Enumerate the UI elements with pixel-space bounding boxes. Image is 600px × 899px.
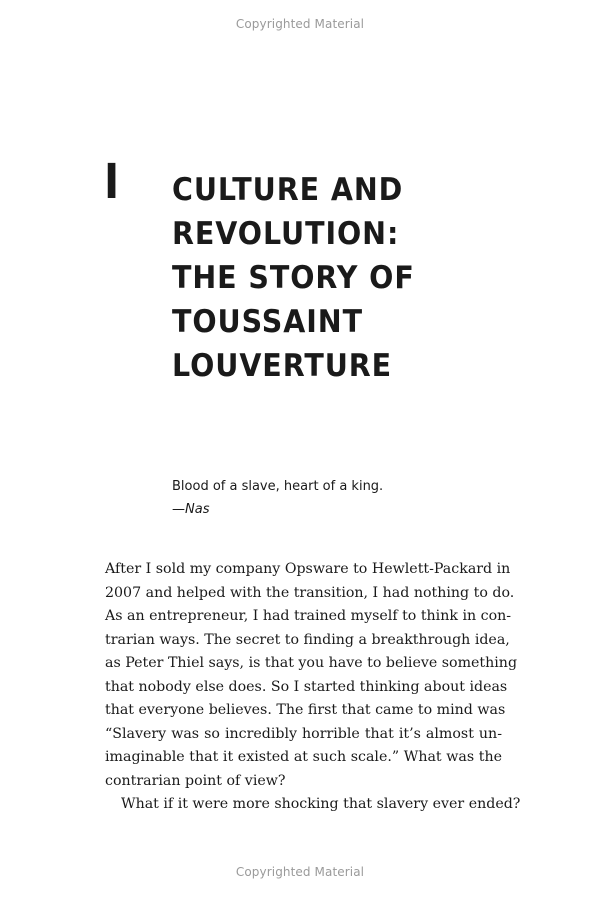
chapter-title-line: LOUVERTURE [172,348,393,384]
chapter-title-line: CULTURE AND [172,172,404,208]
epigraph [172,475,502,521]
text-line: 2007 and helped with the transition, I had nothing to do. [105,584,515,601]
epigraph-author: —Nas [172,502,210,517]
chapter-title-line: REVOLUTION: [172,216,400,252]
epigraph-quote: Blood of a slave, heart of a king. [172,479,384,494]
paragraph [105,793,521,817]
text-line: that nobody else does. So I started thinking about ideas [105,678,508,695]
text-line: that everyone believes. The first that came to mind was [105,702,506,718]
text-line: as Peter Thiel says, is that you have to believe something [105,655,518,671]
chapter-title [172,168,452,388]
text-line: trarian ways. The secret to finding a breakthrough idea, [105,631,510,648]
chapter-number: I [104,154,120,210]
text-line: As an entrepreneur, I had trained myself to think in con- [105,608,512,624]
chapter-title-line: THE STORY OF [172,260,415,296]
chapter-title-line: TOUSSAINT [172,304,363,340]
text-line: “Slavery was so incredibly horrible that it’s almost un- [105,725,502,742]
text-line: contrarian point of view? [105,772,286,789]
text-line: What if it were more shocking that slavery ever ended? [121,796,521,812]
paragraph [105,558,518,793]
copyright-watermark-bottom: Copyrighted Material [235,865,365,879]
text-line: imaginable that it existed at such scale.” What was the [105,749,502,765]
body-text [105,558,521,817]
text-line: After I sold my company Opsware to Hewlett-Packard in [105,561,511,577]
copyright-watermark-top: Copyrighted Material [235,17,365,31]
